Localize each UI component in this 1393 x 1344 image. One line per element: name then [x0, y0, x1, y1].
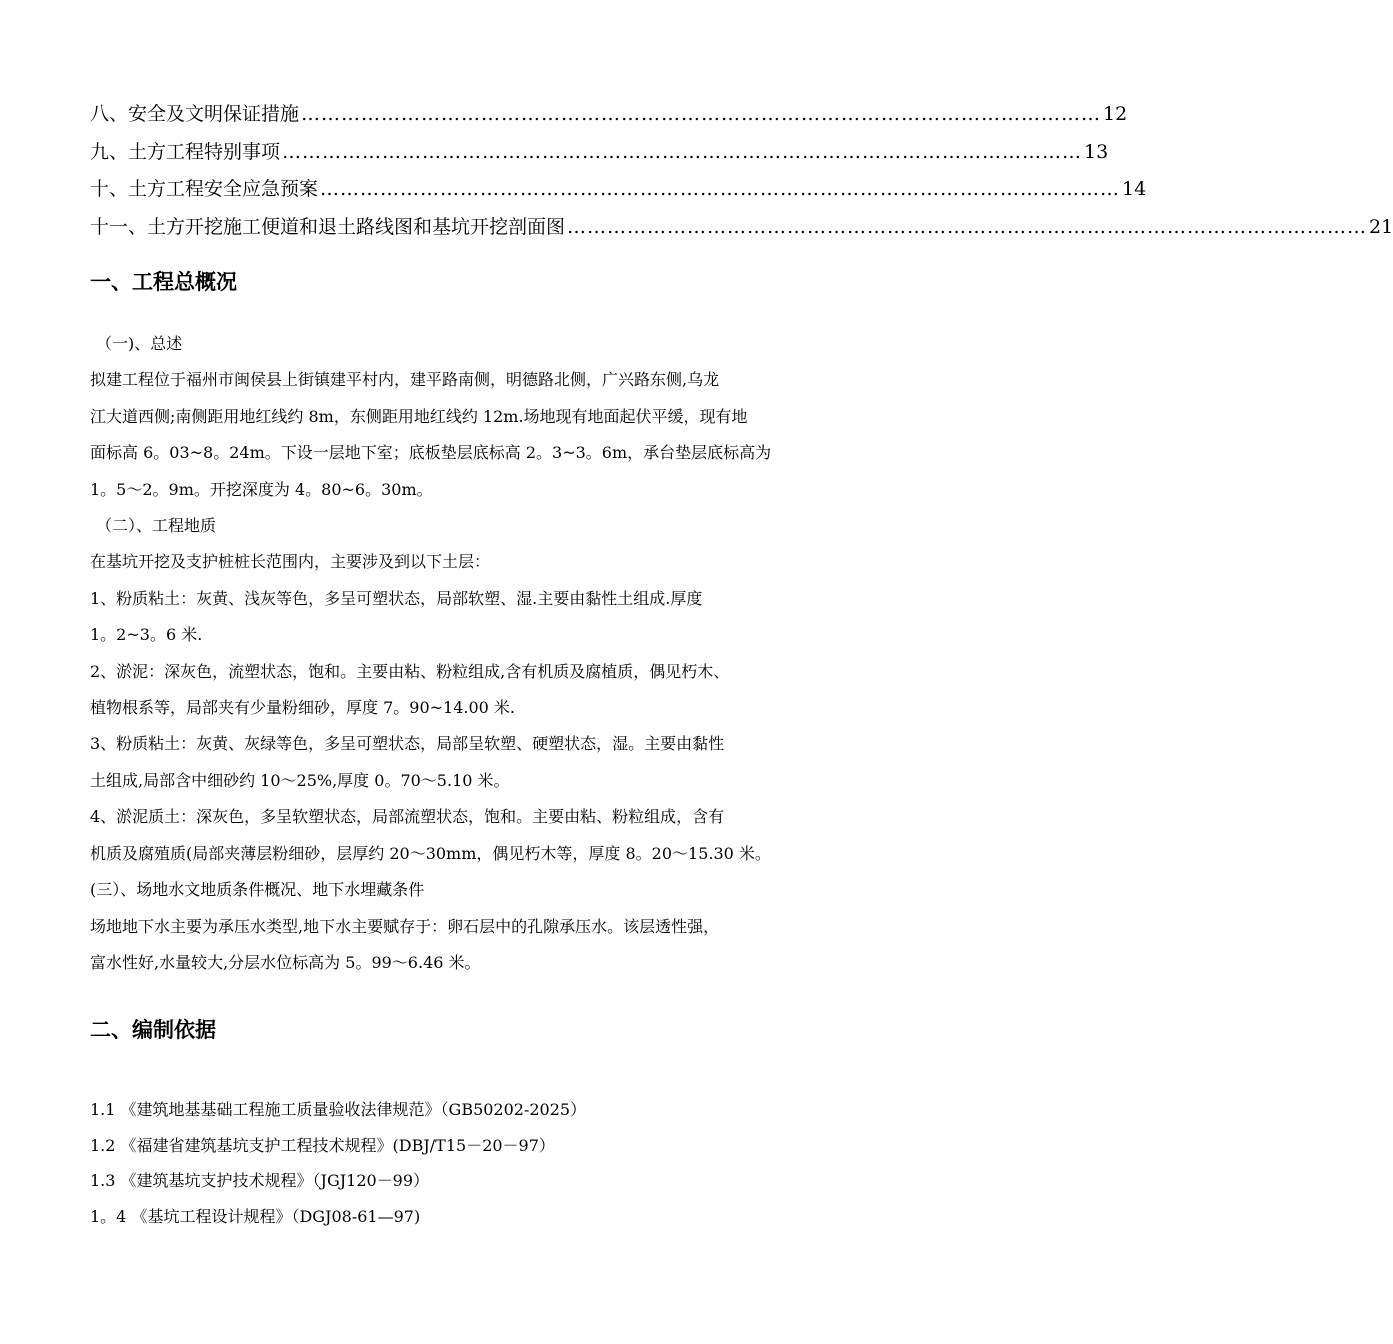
- toc-entry-page: 13: [1084, 140, 1109, 163]
- toc-entry-page: 12: [1103, 103, 1128, 125]
- reference-list: [90, 1092, 862, 1234]
- paragraph-line: 在基坑开挖及支护桩桩长范围内，主要涉及到以下土层：: [90, 552, 491, 572]
- toc-leader-dots: …………………………………………………………………………………………………………: [567, 215, 1368, 238]
- toc-entry-title: 九、土方工程特别事项: [90, 140, 281, 163]
- reference-item: 1。4 《基坑工程设计规程》（DGJ08-61—97): [90, 1206, 421, 1226]
- reference-item: 1.3 《建筑基坑支护技术规程》（JGJ120－99）: [90, 1171, 430, 1190]
- toc-entry-title: 八、安全及文明保证措施: [90, 103, 300, 125]
- reference-item: 1.1 《建筑地基基础工程施工质量验收法律规范》（GB50202-2025）: [90, 1100, 587, 1119]
- paragraph-line: 土组成,局部含中细砂约 10～25%,厚度 0。70～5.10 米。: [90, 770, 510, 790]
- paragraph-line: 场地地下水主要为承压水类型,地下水主要赋存于：卵石层中的孔隙承压水。该层透性强，: [90, 916, 720, 936]
- toc-entry[interactable]: [90, 96, 1128, 134]
- paragraph-line: 拟建工程位于福州市闽侯县上街镇建平村内，建平路南侧，明德路北侧，广兴路东侧,乌龙: [90, 370, 720, 390]
- subsection-title: （二）、工程地质: [96, 516, 217, 536]
- toc-entry[interactable]: [90, 171, 1147, 209]
- toc-entry[interactable]: [90, 134, 1109, 172]
- table-of-contents: [90, 96, 1393, 246]
- paragraph-line: 4、淤泥质土：深灰色，多呈软塑状态，局部流塑状态，饱和。主要由粘、粉粒组成，含有: [90, 807, 725, 827]
- toc-leader-dots: …………………………………………………………………………………………………………: [282, 140, 1083, 163]
- toc-entry[interactable]: [90, 209, 1393, 247]
- paragraph-line: 3、粉质粘土：灰黄、灰绿等色，多呈可塑状态，局部呈软塑、硬塑状态，湿。主要由黏性: [90, 734, 725, 754]
- section-heading-basis: 二、编制依据: [90, 1018, 216, 1042]
- paragraph-line: 富水性好,水量较大,分层水位标高为 5。99～6.46 米。: [90, 952, 481, 972]
- toc-entry-title: 十一、土方开挖施工便道和退土路线图和基坑开挖剖面图: [90, 215, 566, 238]
- paragraph-line: 2、淤泥：深灰色，流塑状态，饱和。主要由粘、粉粒组成,含有机质及腐植质，偶见朽木、: [90, 661, 730, 681]
- paragraph-line: 机质及腐殖质(局部夹薄层粉细砂，层厚约 20～30mm，偶见朽木等，厚度 8。20～15.30 米。: [90, 843, 771, 863]
- toc-leader-dots: …………………………………………………………………………………………………………: [320, 178, 1121, 200]
- section-heading-overview: 一、工程总概况: [90, 270, 237, 294]
- subsection-title: (三）、场地水文地质条件概况、地下水埋藏条件: [90, 880, 425, 900]
- toc-entry-page: 14: [1122, 178, 1147, 200]
- paragraph-line: 面标高 6。03~8。24m。下设一层地下室；底板垫层底标高 2。3~3。6m，承台垫层底标高为: [90, 443, 772, 463]
- paragraph-line: 1。5～2。9m。开挖深度为 4。80~6。30m。: [90, 479, 433, 499]
- toc-entry-title: 十、土方工程安全应急预案: [90, 178, 319, 200]
- paragraph-line: 江大道西侧;南侧距用地红线约 8m，东侧距用地红线约 12m.场地现有地面起伏平缓，现有地: [90, 406, 748, 426]
- toc-entry-page: 21: [1369, 215, 1393, 238]
- toc-leader-dots: …………………………………………………………………………………………………………: [301, 103, 1102, 125]
- subsection-title: （一)、总述: [96, 334, 183, 353]
- section-overview-body: [90, 326, 862, 981]
- reference-item: 1.2 《福建省建筑基坑支护工程技术规程》(DBJ/T15－20－97）: [90, 1135, 555, 1155]
- paragraph-line: 1。2~3。6 米.: [90, 625, 203, 645]
- paragraph-line: 1、粉质粘土：灰黄、浅灰等色，多呈可塑状态，局部软塑、湿.主要由黏性土组成.厚度: [90, 588, 703, 608]
- paragraph-line: 植物根系等，局部夹有少量粉细砂，厚度 7。90~14.00 米.: [90, 698, 516, 718]
